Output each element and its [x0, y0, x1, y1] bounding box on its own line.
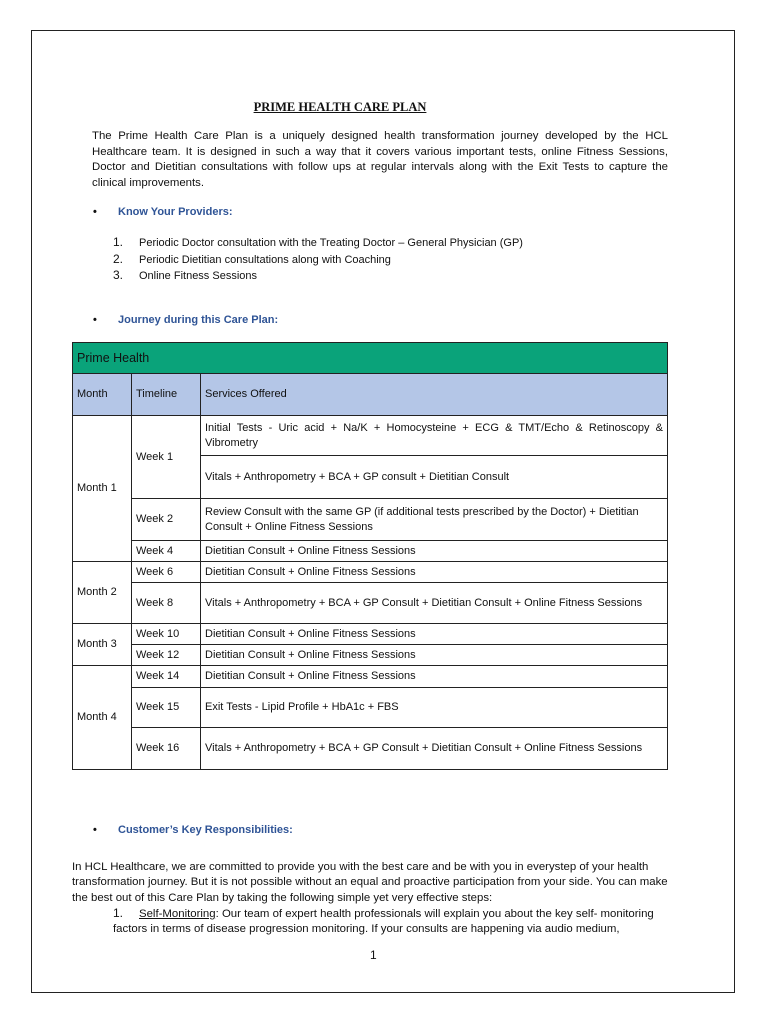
month-cell: Month 2 — [73, 562, 132, 624]
service-cell: Initial Tests - Uric acid + Na/K + Homocysteine + ECG & TMT/Echo & Retinoscopy & Vibrometry — [201, 416, 668, 456]
table-title: Prime Health — [73, 343, 668, 374]
service-cell: Exit Tests - Lipid Profile + HbA1c + FBS — [201, 688, 668, 728]
step-text: : Our team of expert health professionals will explain you about the key self- monitoring factors in terms of disease progression monitoring. If your consults are happening via audio medium, — [113, 908, 654, 936]
column-header-timeline: Timeline — [132, 374, 201, 416]
week-cell: Week 14 — [132, 666, 201, 688]
table-row — [73, 688, 668, 728]
intro-paragraph: The Prime Health Care Plan is a uniquely designed health transformation journey developed by the HCL Healthcare team. It is designed in such a way that it covers various important tests, online Fitness Sessions, Doctor and Dietitian consultations with follow ups at regular intervals along with the Exit Tests to capture the clinical improvements. — [92, 130, 668, 189]
step-title: Self-Monitoring — [139, 908, 216, 920]
journey-heading-text: Journey during this Care Plan: — [118, 314, 279, 326]
list-item: 1. Self-Monitoring: Our team of expert health professionals will explain you about the key self- monitoring factors in terms of disease progression monitoring. If your consults are happening via audio medium, — [113, 906, 654, 936]
table-row — [73, 645, 668, 666]
week-cell: Week 16 — [132, 728, 201, 770]
providers-list — [113, 235, 523, 285]
table-row — [73, 562, 668, 583]
service-cell: Dietitian Consult + Online Fitness Sessions — [201, 624, 668, 645]
week-cell: Week 12 — [132, 645, 201, 666]
month-cell: Month 4 — [73, 666, 132, 770]
providers-heading — [93, 206, 233, 218]
service-cell: Vitals + Anthropometry + BCA + GP consult + Dietitian Consult — [201, 456, 668, 499]
care-plan-table — [72, 342, 668, 770]
service-cell: Dietitian Consult + Online Fitness Sessions — [201, 562, 668, 583]
table-row — [73, 583, 668, 624]
table-row — [73, 499, 668, 541]
table-row — [73, 728, 668, 770]
service-cell: Dietitian Consult + Online Fitness Sessions — [201, 541, 668, 562]
week-cell: Week 15 — [132, 688, 201, 728]
bullet-icon: • — [93, 314, 97, 326]
week-cell: Week 8 — [132, 583, 201, 624]
service-cell: Review Consult with the same GP (if additional tests prescribed by the Doctor) + Dietitian Consult + Online Fitness Sessions — [201, 499, 668, 541]
week-cell: Week 10 — [132, 624, 201, 645]
table-header-row — [73, 374, 668, 416]
responsibilities-intro: In HCL Healthcare, we are committed to provide you with the best care and be with you in everystep of your health transformation journey. But it is not possible without an equal and proactive participation from your side. You can make the best out of this Care Plan by taking the following simple yet very effective steps: — [72, 861, 668, 904]
table-row — [73, 666, 668, 688]
month-cell: Month 1 — [73, 416, 132, 562]
page-number: 1 — [370, 948, 377, 962]
service-cell: Dietitian Consult + Online Fitness Sessions — [201, 645, 668, 666]
list-item: 2. Periodic Dietitian consultations along with Coaching — [113, 251, 391, 266]
responsibilities-heading-text: Customer’s Key Responsibilities: — [118, 824, 293, 836]
month-cell: Month 3 — [73, 624, 132, 666]
week-cell: Week 4 — [132, 541, 201, 562]
service-cell: Dietitian Consult + Online Fitness Sessions — [201, 666, 668, 688]
journey-heading — [93, 314, 278, 326]
list-item: 3. Online Fitness Sessions — [113, 268, 257, 283]
bullet-icon: • — [93, 206, 97, 218]
table-row — [73, 541, 668, 562]
column-header-month: Month — [73, 374, 132, 416]
week-cell: Week 2 — [132, 499, 201, 541]
responsibilities-heading — [93, 824, 293, 836]
bullet-icon: • — [93, 824, 97, 836]
service-cell: Vitals + Anthropometry + BCA + GP Consult + Dietitian Consult + Online Fitness Sessions — [201, 728, 668, 770]
table-row — [73, 416, 668, 456]
document-title: PRIME HEALTH CARE PLAN — [253, 100, 427, 114]
week-cell: Week 1 — [132, 416, 201, 499]
providers-heading-text: Know Your Providers: — [118, 206, 233, 218]
week-cell: Week 6 — [132, 562, 201, 583]
service-cell: Vitals + Anthropometry + BCA + GP Consult + Dietitian Consult + Online Fitness Sessions — [201, 583, 668, 624]
table-row — [73, 624, 668, 645]
column-header-services: Services Offered — [201, 374, 668, 416]
list-item: 1. Periodic Doctor consultation with the Treating Doctor – General Physician (GP) — [113, 235, 523, 249]
